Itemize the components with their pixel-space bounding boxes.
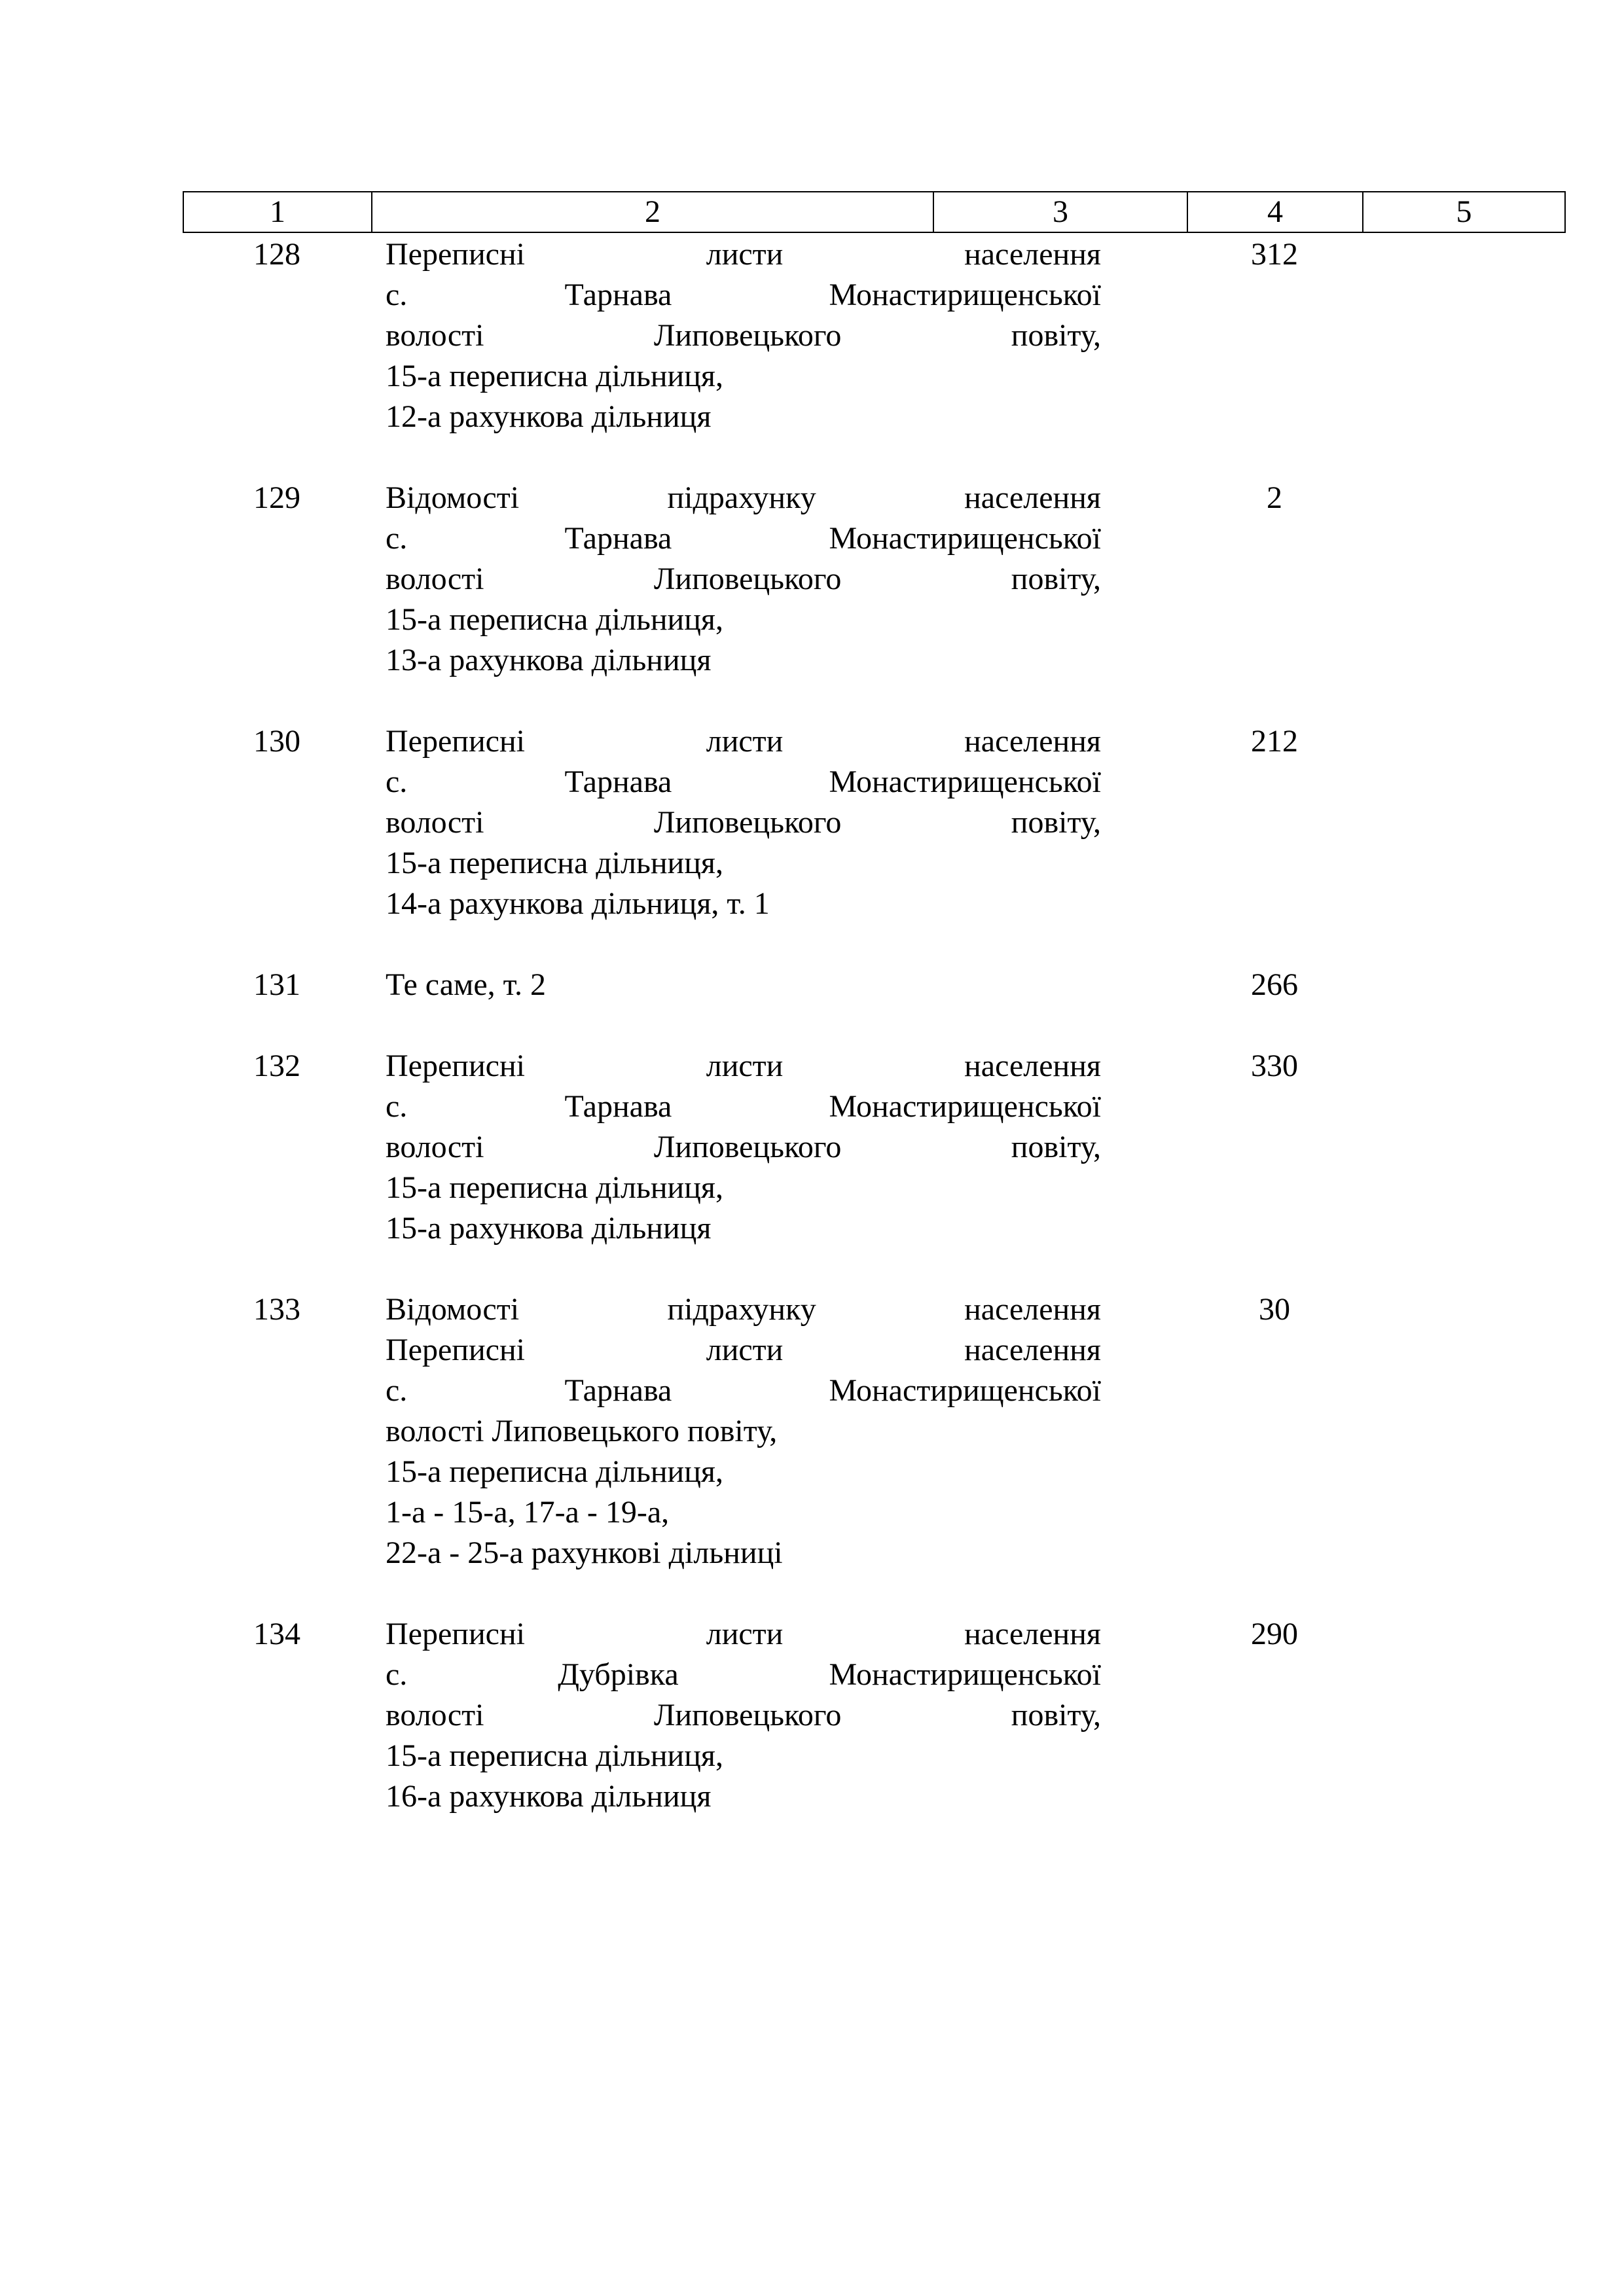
entry-title-line: 15-а переписна дільниця, [386, 1170, 723, 1205]
entry-title-line: 15-а переписна дільниця, [386, 602, 723, 637]
entry-title-line: Те саме, т. 2 [386, 967, 547, 1002]
entry-sheet-count: 330 [1251, 1049, 1298, 1083]
column-header-4: 4 [1187, 192, 1363, 232]
entry-title-line: Переписні листи населення [386, 237, 1101, 272]
entry-sheet-count: 212 [1251, 724, 1298, 759]
entry-title [386, 965, 1101, 1005]
entry-number: 133 [253, 1292, 300, 1327]
entry-title-line: волості Липовецького повіту, [386, 805, 1101, 840]
entry-title-line: Переписні листи населення [386, 724, 1101, 759]
entry-title-line: с. Тарнава Монастирищенської [386, 521, 1101, 556]
entry-title [386, 721, 1101, 924]
entry-title-line: Переписні листи населення [386, 1049, 1101, 1083]
entry-title-line: 13-а рахункова дільниця [386, 643, 712, 677]
inventory-entry [183, 1614, 1564, 1817]
entry-title-line: 15-а рахункова дільниця [386, 1211, 712, 1246]
entry-title [386, 234, 1101, 437]
entry-title-line: с. Тарнава Монастирищенської [386, 764, 1101, 799]
entry-title-line: с. Тарнава Монастирищенської [386, 1089, 1101, 1124]
entry-title-line: 15-а переписна дільниця, [386, 1454, 723, 1489]
entry-title-line: 15-а переписна дільниця, [386, 359, 723, 393]
inventory-entries [183, 234, 1564, 1857]
entry-title-line: 12-а рахункова дільниця [386, 399, 712, 434]
column-header-row [183, 192, 1565, 232]
entry-number: 129 [253, 480, 300, 515]
entry-title [386, 478, 1101, 681]
entry-title [386, 1614, 1101, 1817]
inventory-entry [183, 234, 1564, 437]
inventory-entry [183, 965, 1564, 1005]
entry-sheet-count: 266 [1251, 967, 1298, 1002]
entry-title-line: 15-а переписна дільниця, [386, 846, 723, 880]
column-header-table [183, 191, 1566, 233]
entry-title-line: волості Липовецького повіту, [386, 1130, 1101, 1164]
entry-title-line: 15-а переписна дільниця, [386, 1738, 723, 1773]
entry-sheet-count: 30 [1259, 1292, 1290, 1327]
entry-title [386, 1046, 1101, 1249]
entry-title-line: волості Липовецького повіту, [386, 562, 1101, 596]
entry-title-line: 14-а рахункова дільниця, т. 1 [386, 886, 770, 921]
entry-number: 134 [253, 1617, 300, 1651]
entry-title-line: с. Дубрівка Монастирищенської [386, 1657, 1101, 1692]
entry-title-line: Відомості підрахунку населення [386, 1292, 1101, 1327]
column-header-3: 3 [933, 192, 1187, 232]
entry-title-line: 16-а рахункова дільниця [386, 1779, 712, 1814]
entry-title-line: волості Липовецького повіту, [386, 1414, 778, 1448]
entry-sheet-count: 290 [1251, 1617, 1298, 1651]
entry-title-line: с. Тарнава Монастирищенської [386, 278, 1101, 312]
entry-title-line: с. Тарнава Монастирищенської [386, 1373, 1101, 1408]
entry-sheet-count: 2 [1267, 480, 1282, 515]
column-header-2: 2 [372, 192, 933, 232]
entry-number: 130 [253, 724, 300, 759]
inventory-entry [183, 1046, 1564, 1249]
entry-title-line: 22-а - 25-а рахункові дільниці [386, 1535, 783, 1570]
entry-sheet-count: 312 [1251, 237, 1298, 272]
column-header-5: 5 [1363, 192, 1565, 232]
inventory-entry [183, 721, 1564, 924]
entry-number: 131 [253, 967, 300, 1002]
column-header-1: 1 [183, 192, 372, 232]
entry-title-line: Відомості підрахунку населення [386, 480, 1101, 515]
inventory-entry [183, 478, 1564, 681]
entry-title-line: волості Липовецького повіту, [386, 318, 1101, 353]
entry-title-line: Переписні листи населення [386, 1333, 1101, 1367]
entry-title-line: волості Липовецького повіту, [386, 1698, 1101, 1732]
inventory-entry [183, 1289, 1564, 1573]
entry-number: 128 [253, 237, 300, 272]
entry-number: 132 [253, 1049, 300, 1083]
entry-title-line: 1-а - 15-а, 17-а - 19-а, [386, 1495, 670, 1530]
entry-title [386, 1289, 1101, 1573]
entry-title-line: Переписні листи населення [386, 1617, 1101, 1651]
